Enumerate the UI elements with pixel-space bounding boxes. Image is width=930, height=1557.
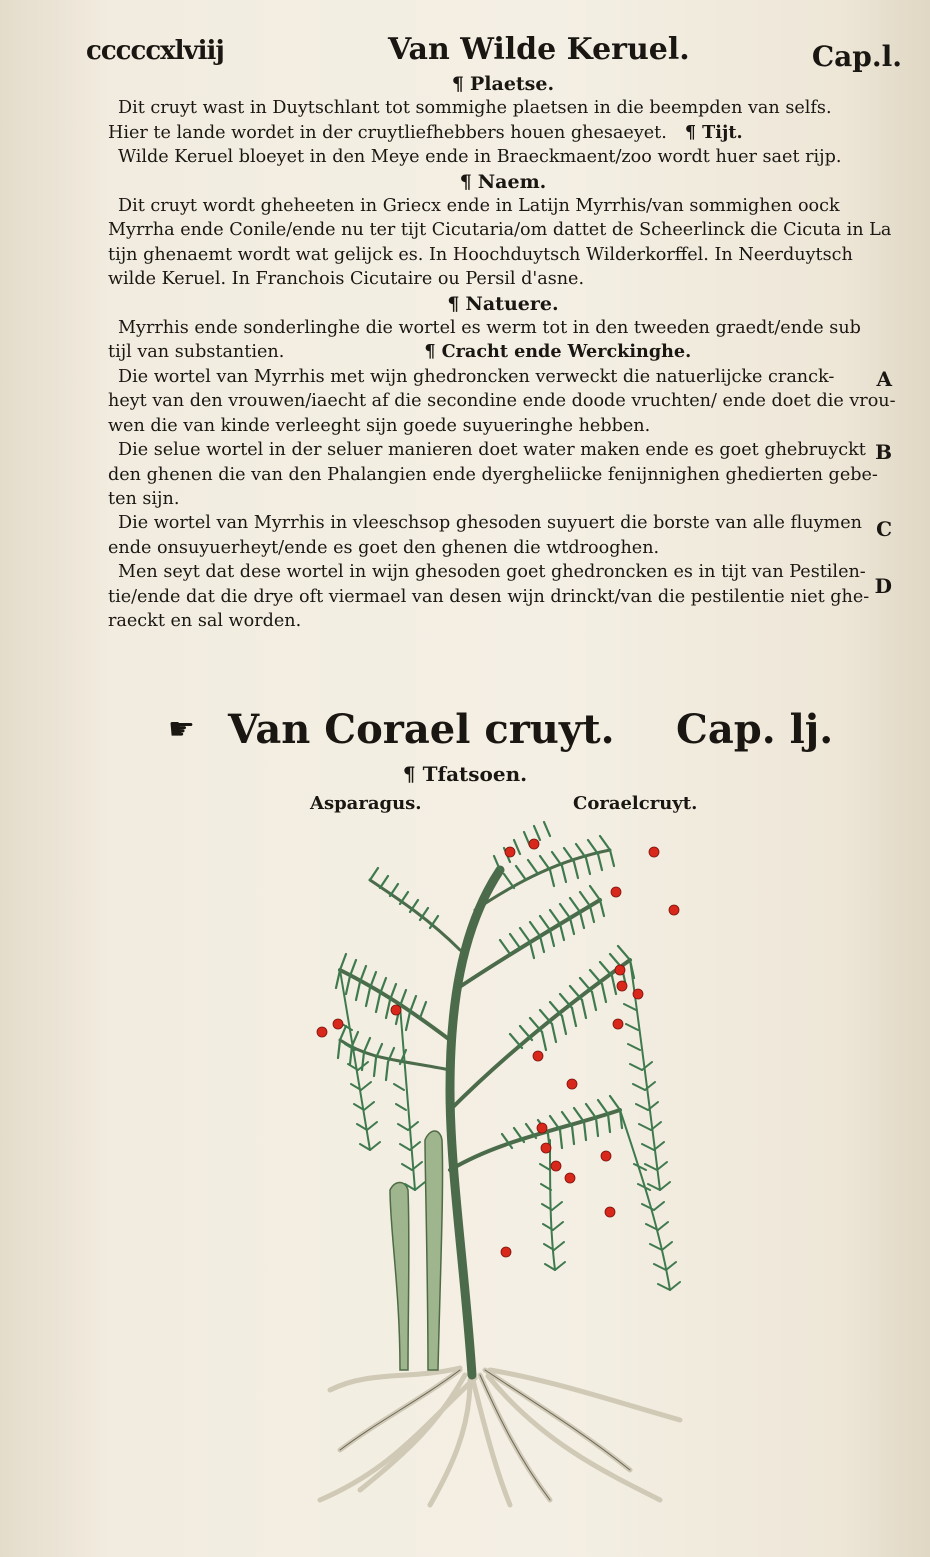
figure-heading: ¶ Tfatsoen. — [402, 762, 528, 786]
naem-line-4: wilde Keruel. In Franchois Cicutaire ou Persil d'asne. — [108, 269, 585, 290]
roots — [320, 1368, 680, 1505]
running-head — [86, 28, 902, 72]
paragraph-mark-icon: ¶ — [447, 292, 460, 315]
latin-plant-name: Asparagus. — [310, 793, 422, 814]
cracht-paragraph-b — [108, 438, 898, 511]
foliage — [336, 822, 634, 1152]
cracht-heading: ¶ Cracht ende Werckinghe. — [424, 341, 692, 363]
margin-letter-a: A — [876, 366, 892, 391]
hand-fleuron-icon: ☛ — [168, 712, 195, 747]
cracht-paragraph-c — [108, 511, 898, 560]
margin-letter-b: B — [875, 440, 892, 465]
paragraph-mark-icon: ¶ — [402, 762, 423, 786]
main-stem — [340, 850, 630, 1375]
natuere-line-2: tijl van substantien. ¶ Cracht ende Werckinghe. — [108, 341, 692, 363]
paragraph-mark-icon: ¶ — [451, 73, 464, 95]
asparagus-woodcut-illustration — [300, 810, 720, 1510]
plaetse-heading: ¶ Plaetse. — [451, 73, 555, 95]
cracht-b-line-1: Die selue wortel in der seluer manieren doet water maken ende es goet ghebruyckt — [118, 440, 866, 461]
paragraph-mark-icon: ¶ — [424, 341, 442, 363]
folio-number: cccccxlviij — [86, 36, 224, 66]
natuere-line-1: Myrrhis ende sonderlinghe die wortel es werm tot in den tweeden graedt/ende sub — [118, 318, 861, 339]
cracht-paragraph-d — [108, 560, 898, 633]
chapter-number: Cap. lj. — [676, 706, 834, 753]
plaetse-line-1: Dit cruyt wast in Duytschlant tot sommighe plaetsen in die beempden van selfs. — [118, 98, 832, 119]
cracht-paragraph-a — [108, 365, 898, 438]
cracht-d-line-1: Men seyt dat dese wortel in wijn ghesoden goet ghedroncken es in tijt van Pestilen- — [118, 562, 866, 583]
cracht-c-line-1: Die wortel van Myrrhis in vleeschsop ghesoden suyuert die borste van alle fluymen — [118, 513, 862, 534]
red-berries — [317, 839, 679, 1257]
vernacular-plant-name: Coraelcruyt. — [573, 793, 698, 814]
cracht-b-line-2: den ghenen die van den Phalangien ende dyergheliicke fenijnnighen ghedierten gebe- — [108, 464, 878, 485]
naem-line-3: tijn ghenaemt wordt wat gelijck es. In Hoochduytsch Wilderkorffel. In Neerduytsch — [108, 244, 853, 265]
margin-letter-d: D — [874, 574, 892, 599]
cracht-a-line-2: heyt van den vrouwen/iaecht af die secondine ende doode vruchten/ ende doet die vrou- — [108, 391, 896, 412]
naem-line-1: Dit cruyt wordt gheheeten in Griecx ende in Latijn Myrrhis/van sommighen oock — [118, 196, 840, 217]
chapter-title: Van Corael cruyt. — [228, 706, 615, 753]
cracht-a-line-1: Die wortel van Myrrhis met wijn ghedroncken verweckt die natuerlijcke cranck- — [118, 366, 835, 387]
chapter-l-text — [108, 72, 898, 633]
naem-heading: ¶ Naem. — [459, 170, 547, 193]
cracht-d-line-3: raeckt en sal worden. — [108, 610, 302, 631]
paragraph-mark-icon: ¶ — [459, 170, 472, 193]
natuere-heading: ¶ Natuere. — [447, 292, 559, 315]
cracht-d-line-2: tie/ende dat die drye oft viermael van desen wijn drinckt/van die pestilentie niet ghe- — [108, 586, 870, 607]
running-title: Van Wilde Keruel. — [388, 32, 690, 67]
chapter-li-heading — [168, 706, 868, 766]
plaetse-line-2: Hier te lande wordet in der cruytliefhebbers houen ghesaeyet. ¶ Tijt. — [108, 121, 743, 143]
tijt-heading: ¶ Tijt. — [684, 121, 743, 143]
cracht-b-line-3: ten sijn. — [108, 488, 180, 509]
tijt-line: Wilde Keruel bloeyet in den Meye ende in Braeckmaent/zoo wordt huer saet rijp. — [118, 147, 842, 168]
cracht-c-line-2: ende onsuyuerheyt/ende es goet den ghenen die wtdrooghen. — [108, 537, 660, 558]
cracht-a-line-3: wen die van kinde verleeght sijn goede suyueringhe hebben. — [108, 415, 651, 436]
paragraph-mark-icon: ¶ — [684, 121, 703, 143]
margin-letter-c: C — [876, 517, 892, 542]
naem-line-2: Myrrha ende Conile/ende nu ter tijt Cicutaria/om dattet de Scheerlinck die Cicuta in La — [108, 220, 892, 241]
running-chapter: Cap.l. — [811, 40, 902, 73]
